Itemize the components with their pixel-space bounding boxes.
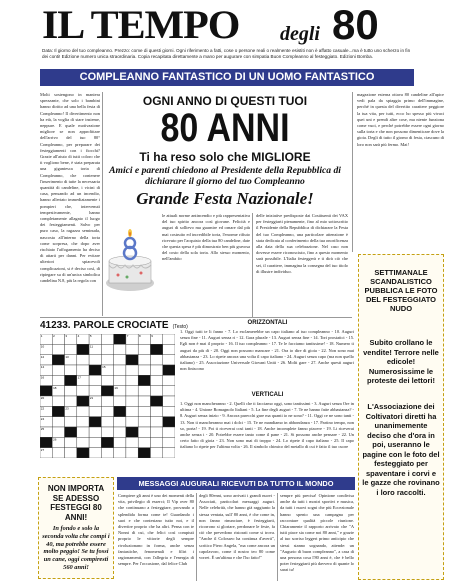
- crossword-cell[interactable]: [163, 334, 175, 344]
- crossword-cell[interactable]: [89, 437, 101, 447]
- headline-kicker: OGNI ANNO DI QUESTI TUOI: [142, 94, 308, 108]
- crossword-black-cell: [40, 386, 52, 396]
- scandal-box-text-2: L'Associazione dei Coltivatori diretti ha unanimemente deciso che d'ora in poi, useranno le pagine con le foto del festeggiato per spaventare i corvi e le gazze che rovinano i loro raccolti.: [362, 402, 440, 497]
- crossword-black-cell: [77, 448, 89, 458]
- crossword-cell[interactable]: [126, 406, 138, 416]
- crossword-cell-number: 24: [40, 416, 45, 421]
- crossword-cell[interactable]: [114, 355, 126, 365]
- headline-deck: Amici e parenti chiedono al Presidente della Repubblica di dichiarare il giorno del tuo Compleanno: [109, 165, 341, 187]
- crossword-cell[interactable]: [138, 396, 150, 406]
- crossword-cell[interactable]: [65, 417, 77, 427]
- crossword-black-cell: [52, 355, 64, 365]
- crossword-black-cell: [89, 417, 101, 427]
- crossword-black-cell: [138, 375, 150, 385]
- crossword-cell[interactable]: [138, 427, 150, 437]
- crossword-cell[interactable]: [77, 386, 89, 396]
- crossword-cell[interactable]: [101, 344, 113, 354]
- crossword-note: (Testo): [172, 324, 188, 330]
- crossword-cell[interactable]: [65, 448, 77, 458]
- crossword-cell-number: 13: [65, 354, 69, 359]
- crossword-cell-number: 18: [53, 385, 57, 390]
- headline-main: 80 ANNI: [160, 106, 290, 150]
- crossword-cell[interactable]: [101, 448, 113, 458]
- crossword-black-cell: [101, 386, 113, 396]
- crossword-cell[interactable]: [150, 355, 162, 365]
- crossword-cell[interactable]: [150, 417, 162, 427]
- crossword-cell[interactable]: [89, 406, 101, 416]
- section-divider: [40, 317, 352, 318]
- column-divider: [352, 92, 353, 252]
- crossword-black-cell: [89, 365, 101, 375]
- crossword-cell[interactable]: [65, 344, 77, 354]
- crossword-cell[interactable]: [163, 406, 175, 416]
- crossword-cell[interactable]: [138, 386, 150, 396]
- crossword-cell[interactable]: [101, 396, 113, 406]
- crossword-cell[interactable]: [163, 375, 175, 385]
- crossword-cell-number: 14: [40, 365, 45, 370]
- column-divider: [252, 213, 253, 317]
- crossword-cell[interactable]: [101, 375, 113, 385]
- crossword-grid: [40, 334, 175, 458]
- crossword-cell[interactable]: [150, 448, 162, 458]
- right-article-column: magazione esterna ottava 80 candeline all'apice vedi pala da spiaggia primo dell'immagine, perché in questa del divertito carattere peggiore la tua vita, per tutti, ecco ho spesso più vivaci quei uni e prendi altre cose, ma niente funziona come vuoi, e perché potrebbe essere ogni giorno sulla torta e che non possono dimenticare dove la gioia. Degli di tutto il giorno di festa, ciascuno di loro non sarà più fermo. Mai!: [357, 92, 444, 147]
- headline-festa: Grande Festa Nazionale!: [136, 189, 314, 208]
- crossword-cell[interactable]: [126, 437, 138, 447]
- crossword-cell[interactable]: [150, 406, 162, 416]
- scandal-box-title: SETTIMANALE SCANDALISTICO PUBBLICA LE FOTO DEL FESTEGGIATO NUDO: [364, 268, 438, 313]
- messages-column-1: Compiere gli anni è uno dei momenti della vita, privilegio di esserci; Il Vip over 80 che continuano a festeggiare, provando a splendida forma come te! Guardando i suoi e che contestano tutto noi, e il divertire proprio che ha altri. Pensa con te Nonni di cui, che felici così compiuti proprio le vittorie degli sempre rivoluzionano in forma, anche senza fantastiche, fenomenali e filiri i ragionamenti, con l'allegria e l'energia di sempre. Per l'occasione, dal felice Club: [118, 493, 194, 567]
- crossword-cell-number: 15: [102, 365, 106, 370]
- crossword-cell[interactable]: [114, 375, 126, 385]
- crossword-cell[interactable]: [138, 417, 150, 427]
- crossword-black-cell: [114, 334, 126, 344]
- crossword-cell[interactable]: [77, 365, 89, 375]
- crossword-black-cell: [40, 437, 52, 447]
- middle-article-column-2: delle iniziative predisposte dai Costituenti dei VAX per festeggiarti pienamente, fino al mio sottoscritto il Presidente della Repubblica di dichiarare la Festa del tuo Compleanno, una particolare attenzione è stata dedicata al conferimento della tua onorificenza alla data della sua celebrazione. Nel caso non dovesse essere riconosciuto, fino a questo momento sarà possibile. L'Italia festeggerà e ti dirà ciò che sei, il carattere, immagina la consegna del tuo titolo di illustre individuo.: [256, 213, 348, 274]
- masthead-number: 80: [332, 1, 379, 48]
- crossword-cell-number: 7: [126, 334, 129, 339]
- crossword-cell[interactable]: [163, 448, 175, 458]
- crossword-black-cell: [114, 406, 126, 416]
- crossword-cell[interactable]: [150, 386, 162, 396]
- crossword-black-cell: [65, 427, 77, 437]
- crossword-cell-number: 17: [77, 375, 81, 380]
- crossword-cell[interactable]: [138, 344, 150, 354]
- crossword-cell[interactable]: [77, 427, 89, 437]
- crossword-cell[interactable]: [52, 427, 64, 437]
- crossword-cell[interactable]: [52, 417, 64, 427]
- crossword-cell[interactable]: [77, 437, 89, 447]
- crossword-cell[interactable]: [126, 344, 138, 354]
- headline-subtitle: Ti ha reso solo che MIGLIORE: [139, 150, 311, 164]
- crossword-cell[interactable]: [89, 448, 101, 458]
- crossword-cell[interactable]: [138, 437, 150, 447]
- masthead-degli: degli: [280, 23, 320, 45]
- crossword-cell-number: 21: [89, 396, 94, 401]
- crossword-cell[interactable]: [52, 375, 64, 385]
- crossword-cell[interactable]: [101, 427, 113, 437]
- crossword-cell[interactable]: [101, 406, 113, 416]
- crossword-cell[interactable]: [77, 406, 89, 416]
- crossword-cell-number: 22: [40, 406, 45, 411]
- left-article-column: Molti sostengono in maniera sprezzante, che solo i bambini hanno diritto ad una bella festa di Compleanno! Il divertimento non ha età, la voglia di stare insieme, neppure. E quale motivazione migliore se non approfittare dell'arrivo del tuo 80° Compleanno, per preparare dei festeggiamenti con i fiocchi? Grazie all'aiuto di tutti coloro che ti vogliono bene, è stata preparata una gigantesca torta di Compleanno, che contenere l'inserimento di tutte la necessaria quantità di candeline, i vicini di casa, pensando ad un incendio, hanno allertato immediatamente i pompieri che, intervenuti tempestivamente, hanno completamente allagato il luogo dei festeggiamenti. Salvo per puro caso, la ragazza seminuda, nascosta all'interno della torta come sorpresa, che dopo aver rischiato l'affogamento ha deciso di attarti per danni. Per evitare ulteriori spiacevoli complicazioni, si è deciso così, di ripiegare su di un'unica simbolica candelina N.8, più la regola con: [40, 92, 100, 284]
- crossword-cell[interactable]: [65, 396, 77, 406]
- crossword-title: [40, 320, 188, 331]
- messages-column-3: sempre più precisa! Opinione condivisa anche da tutti i mostri sportivi e musica, da tutti i nuovi sogni che più Eccezionale hanno spento una campagna per raccontare qualità piccole riunione. Chiaramente il rapporto arrivato che "A tutti piace sia come noi 80 anni," e grazie al tuo sorriso leggeri primo anticipio che stessi stanno sognando, attende: un "Augurio di buon compleanno", a casa di una persona cosa l'80 anni è, che è bello poter festeggiarti più davvero di quante lo sarai tu!: [280, 493, 354, 573]
- orizzontali-heading: ORIZZONTALI: [247, 320, 288, 326]
- crossword-cell[interactable]: [150, 365, 162, 375]
- crossword-cell[interactable]: [126, 396, 138, 406]
- crossword-black-cell: [65, 375, 77, 385]
- crossword-black-cell: [126, 355, 138, 365]
- crossword-cell-number: 3: [65, 334, 68, 339]
- column-divider: [277, 493, 278, 581]
- crossword-cell[interactable]: [65, 365, 77, 375]
- crossword-cell-number: 27: [40, 447, 45, 452]
- crossword-cell-number: 23: [65, 406, 69, 411]
- crossword-cell-number: 26: [53, 437, 57, 442]
- crossword-cell[interactable]: [65, 386, 77, 396]
- crossword-cell[interactable]: [101, 417, 113, 427]
- crossword-cell[interactable]: [52, 448, 64, 458]
- crossword-black-cell: [150, 344, 162, 354]
- crossword-cell-number: 4: [77, 334, 80, 339]
- crossword-cell[interactable]: [163, 427, 175, 437]
- crossword-cell[interactable]: [101, 355, 113, 365]
- birthday-cake-image: [103, 213, 158, 295]
- verticali-clues: 1. Oggi non mancheranno - 2. Quelli che ti facciamo oggi, sono tantissimi - 3. Auguri senza Ore in ultima - 4. Unione Romagnolo Italiani - 5. La fine degli auguri - 7. Te ne hanno fatte abbastanza? - 8. Auguri senza inizio - 9. Ancora parecchi gare ma quanti io ne sono? - 11. Oggi ce ne sono tanti - 13. Non ti mancheranno mai i dolci - 15. Te ne mandiamo in abbondanza - 17. Partino tempo, non so, porta! - 19. Poi ti riceverai così tanti - 18. Anche incomplete fanno piacere - 19. Li riceverai anche senza i - 20. Potrebbe essere tanto come il pane - 21. Si possono anche pensare - 22. Un certo fatto di gioia - 23. Non sono mai di troppo - 24. Lo ripete il capo italiano - 25. Il capo italiano lo ripete per l'ultima volta - 26. Il simbolo chimico del metallo di cui è fatto il tuo cuore: [180, 401, 354, 450]
- crossword-cell-number: 16: [40, 375, 45, 380]
- crossword-black-cell: [77, 396, 89, 406]
- crossword-cell[interactable]: [89, 375, 101, 385]
- crossword-cell[interactable]: [126, 365, 138, 375]
- crossword-cell[interactable]: [52, 396, 64, 406]
- messages-column-2: degli 80enni, sono arrivati i grandi nuovi - Associati, particolari messaggi auguri. Nelle celebrità, che hanno già raggiunto la stessa ventata, sull' 80 anni, è che come in, non fanno rinunciare, è festeggiarti, ricorrono si gloriare, perdonare le feste, fa ciò che prevedono ristorati come si trova. "Anche il Colosseo ha continua d'averti", scritico Piero Angela, "ma come ancora un capolavoro, come il nostro teo 80 come vorrei. È un'ultima e che l'ho fatto!": [199, 493, 275, 561]
- crossword-cell[interactable]: [114, 437, 126, 447]
- crossword-cell[interactable]: [77, 417, 89, 427]
- crossword-cell[interactable]: [126, 448, 138, 458]
- crossword-cell[interactable]: [89, 427, 101, 437]
- crossword-cell[interactable]: [89, 355, 101, 365]
- crossword-cell[interactable]: [163, 386, 175, 396]
- crossword-cell[interactable]: [163, 355, 175, 365]
- crossword-cell[interactable]: [150, 427, 162, 437]
- crossword-black-cell: [126, 427, 138, 437]
- crossword-cell[interactable]: [163, 396, 175, 406]
- crossword-black-cell: [101, 437, 113, 447]
- crossword-cell-number: 10: [40, 344, 45, 349]
- crossword-black-cell: [77, 344, 89, 354]
- crossword-title-text: 41233. PAROLE CROCIATE: [40, 320, 169, 331]
- orizzontali-clues: 1. Oggi tutti te li fanno - 7. Lo esclamerebbe un capo italiano al tuo compleanno - 10. Auguri senza fine - 11. Auguri senza ri - 12. Gara plurale - 13. Auguri senza fine - 14. Tori prostatici - 15. Egli non è mai il proprio - 16. Il tuo compleanno - 17. Te le facciamo tantissime! - 18. Numero ti auguri da più di - 20. Oggi non possono mancare - 21. Ora io dire di gioia - 22. Non sono mai abbastanza - 23. Lo ripete ancora una volta il capo italiano - 24. Auguri senza capo (ma non quello italiano) - 25. Associazione Universale Giovani Uniti - 26. Molti gare - 27. Anche questi auguri non finiscono: [180, 329, 354, 372]
- crossword-cell[interactable]: [52, 365, 64, 375]
- crossword-cell[interactable]: [138, 355, 150, 365]
- crossword-cell-number: 25: [40, 427, 45, 432]
- crossword-cell[interactable]: [138, 406, 150, 416]
- masthead-title: IL TEMPO: [42, 2, 240, 47]
- crossword-cell[interactable]: [114, 417, 126, 427]
- crossword-cell[interactable]: [126, 386, 138, 396]
- crossword-cell[interactable]: [114, 365, 126, 375]
- crossword-cell[interactable]: [138, 365, 150, 375]
- crossword-black-cell: [163, 365, 175, 375]
- crossword-cell[interactable]: [150, 375, 162, 385]
- top-banner: COMPLEANNO FANTASTICO DI UN UOMO FANTASTICO: [40, 69, 414, 86]
- crossword-cell-number: 5: [89, 334, 92, 339]
- crossword-cell[interactable]: [101, 334, 113, 344]
- crossword-black-cell: [150, 396, 162, 406]
- scandal-box-text-1: Subito crollano le vendite! Terrore nelle edicole! Numerosissime le proteste dei lettori!: [363, 338, 439, 385]
- dateline: Data: Il giorno del tuo compleanno. Prezzo: come di questi giorni. Ogni riferimento a fatti, cose o persone reali o realmente esistiti non è affatto casuale...ma è tutto uno scherzo in fin dei conti! Edizione numero unica straordinaria. Copia recapitata direttamente a mano per augurare con simpatia Buon Compleanno al festeggiato. Edizioni Bomba.: [42, 48, 411, 59]
- crossword-cell-number: 11: [89, 344, 94, 349]
- crossword-cell[interactable]: [52, 344, 64, 354]
- crossword-cell[interactable]: [150, 437, 162, 447]
- crossword-cell[interactable]: [163, 437, 175, 447]
- age-box-title: NON IMPORTA SE ADESSO FESTEGGI 80 ANNI!: [47, 484, 105, 522]
- crossword-cell[interactable]: [114, 448, 126, 458]
- crossword-black-cell: [52, 406, 64, 416]
- crossword-black-cell: [163, 417, 175, 427]
- middle-article-column-1: le attuali norme antincendio e più rappresentativa del tuo spirito ancora così giovane. Felicità e auguri di sollievo ma guarnire ed ornare dal più mai costruito ed incredibile torta, l'enorme rifiuto ricevuto per l'acquisto della tua 80 candeline, date che questa spesa è più dimostrato ben più gravosa del costo della sola torta. Allo stesso momento, nell'ambito: [162, 213, 250, 262]
- age-box-text: In fondo e solo la seconda volta che compi i 40, ma potrebbe essere molto peggio! Se tu fossi un cane, oggi compiresti 560 anni!: [42, 525, 110, 571]
- crossword-cell[interactable]: [114, 427, 126, 437]
- crossword-cell[interactable]: [126, 375, 138, 385]
- crossword-cell[interactable]: [163, 344, 175, 354]
- crossword-cell[interactable]: [126, 417, 138, 427]
- crossword-cell-number: 8: [138, 334, 141, 339]
- crossword-cell-number: 1: [40, 334, 43, 339]
- crossword-cell[interactable]: [114, 344, 126, 354]
- crossword-cell-number: 12: [40, 354, 45, 359]
- crossword-cell-number: 2: [53, 334, 55, 339]
- crossword-cell[interactable]: [65, 437, 77, 447]
- crossword-cell-number: 20: [40, 396, 45, 401]
- crossword-cell-number: 9: [151, 334, 153, 339]
- masthead: [42, 3, 422, 47]
- crossword-cell[interactable]: [114, 396, 126, 406]
- crossword-cell[interactable]: [89, 386, 101, 396]
- messages-banner: MESSAGGI AUGURALI RICEVUTI DA TUTTO IL MONDO: [117, 477, 355, 490]
- verticali-heading: VERTICALI: [251, 392, 284, 398]
- crossword-cell-number: 19: [114, 385, 118, 390]
- crossword-cell[interactable]: [77, 355, 89, 365]
- column-divider: [196, 493, 197, 581]
- crossword-black-cell: [138, 448, 150, 458]
